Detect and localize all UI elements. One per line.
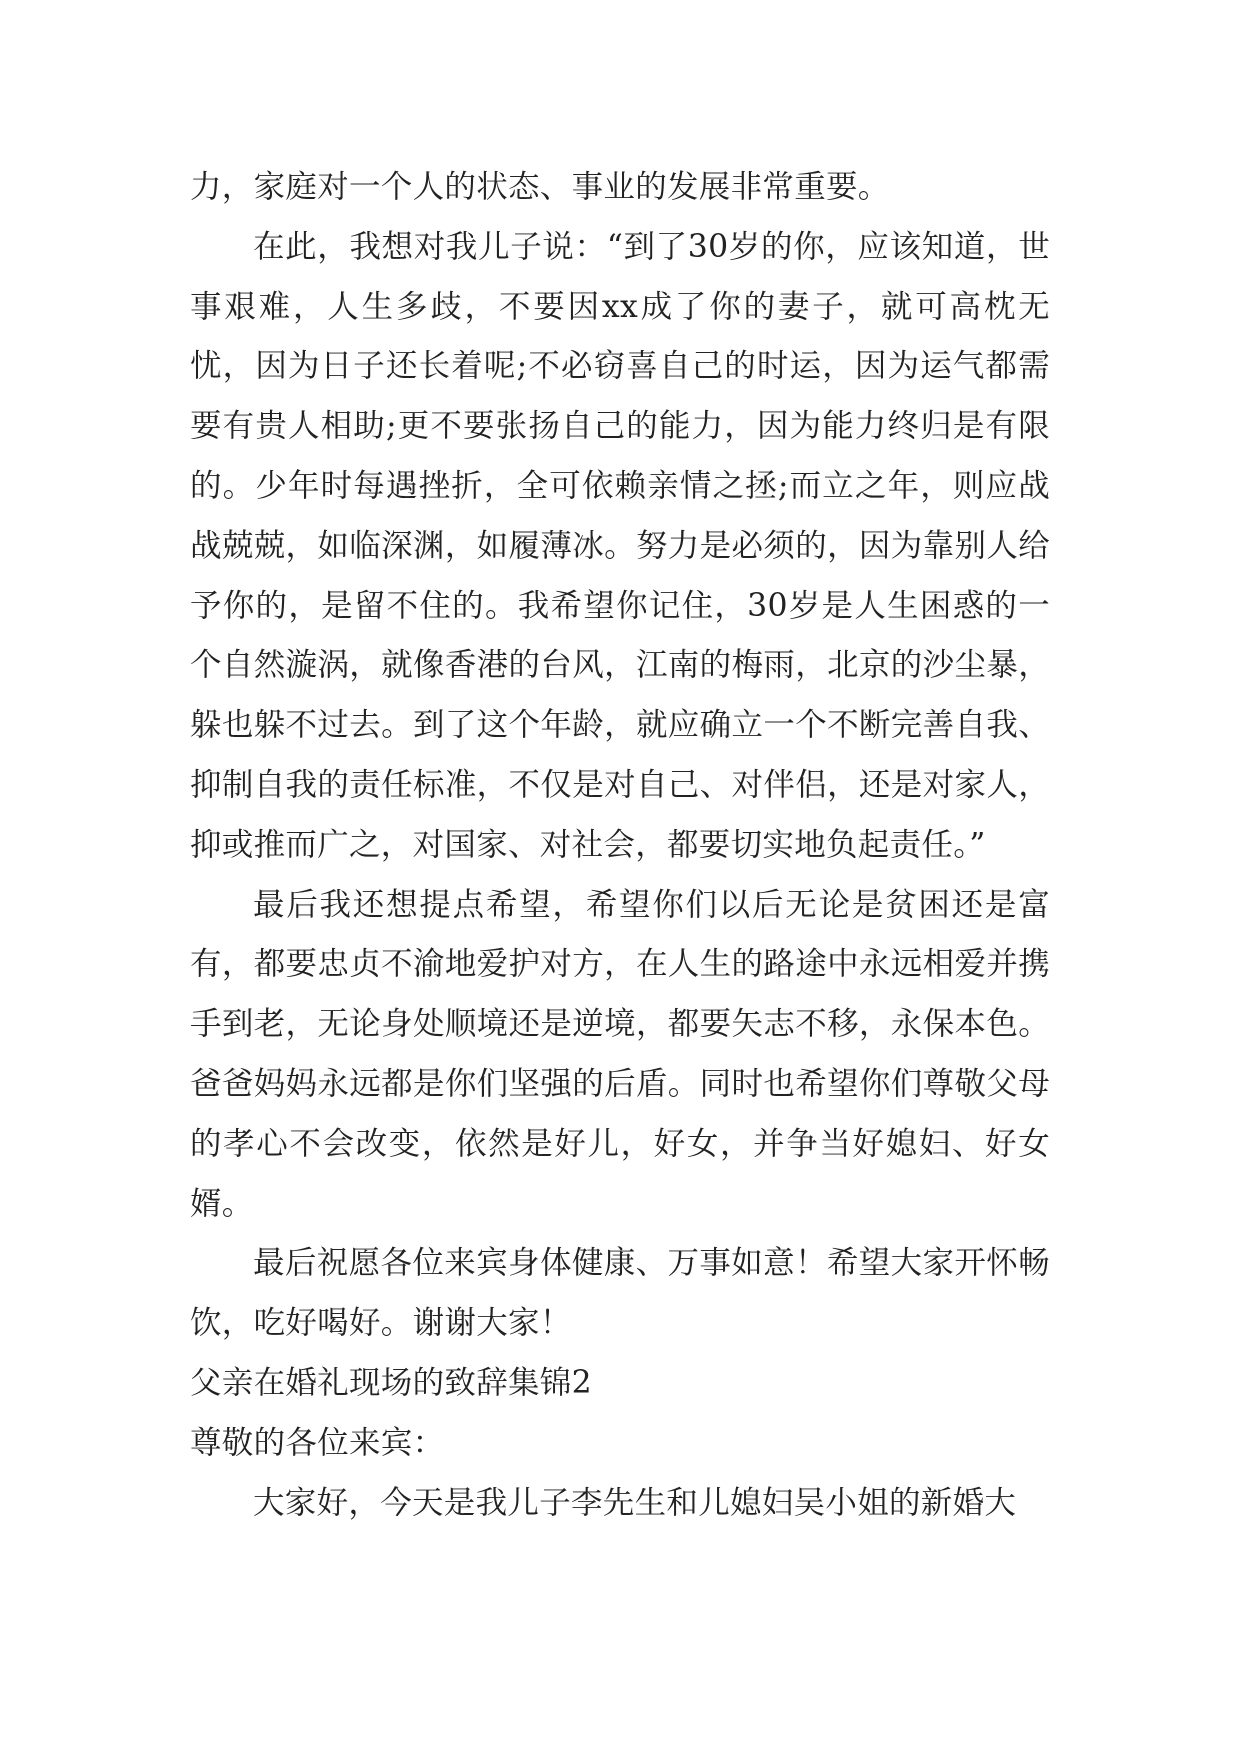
salutation: 尊敬的各位来宾： (190, 1424, 445, 1461)
paragraph-continuation: 力，家庭对一个人的状态、事业的发展非常重要。 (190, 169, 890, 205)
document-body (190, 158, 1050, 1533)
paragraph-opening: 大家好，今天是我儿子李先生和儿媳妇吴小姐的新婚大 (253, 1484, 1017, 1521)
paragraph-hopes: 最后我还想提点希望，希望你们以后无论是贫困还是富有，都要忠贞不渝地爱护对方，在人生的路途中永远相爱并携手到老，无论身处顺境还是逆境，都要矢志不移，永保本色。爸爸妈妈永远都是你们坚强的后盾。同时也希望你们尊敬父母的孝心不会改变，依然是好儿，好女，并争当好媳妇、好女婿。 (190, 886, 1050, 1222)
section-heading: 父亲在婚礼现场的致辞集锦2 (190, 1364, 592, 1401)
paragraph-message-to-son: 在此，我想对我儿子说：“到了30岁的你，应该知道，世事艰难，人生多歧，不要因xx成了你的妻子，就可高枕无忧，因为日子还长着呢;不必窃喜自己的时运，因为运气都需要有贵人相助;更不要张扬自己的能力，因为能力终归是有限的。少年时每遇挫折，全可依赖亲情之拯;而立之年，则应战战兢兢，如临深渊，如履薄冰。努力是必须的，因为靠别人给予你的，是留不住的。我希望你记住，30岁是人生困惑的一个自然漩涡，就像香港的台风，江南的梅雨，北京的沙尘暴，躲也躲不过去。到了这个年龄，就应确立一个不断完善自我、抑制自我的责任标准，不仅是对自己、对伴侣，还是对家人，抑或推而广之，对国家、对社会，都要切实地负起责任。” (190, 228, 1050, 863)
paragraph-blessing: 最后祝愿各位来宾身体健康、万事如意！希望大家开怀畅饮，吃好喝好。谢谢大家！ (190, 1245, 1050, 1342)
